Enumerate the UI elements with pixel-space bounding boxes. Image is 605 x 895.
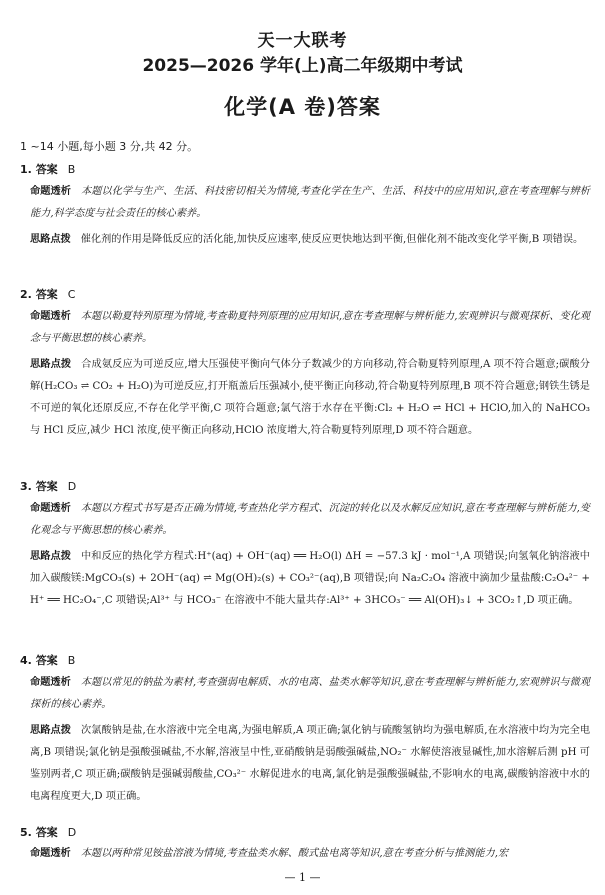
analysis-label: 命题透析 bbox=[30, 186, 72, 197]
answer-label: 答案 bbox=[35, 826, 58, 839]
exam-org-title: 天一大联考 bbox=[257, 31, 348, 51]
question-5-analysis bbox=[30, 843, 590, 865]
hint-label: 思路点拨 bbox=[30, 359, 72, 370]
answer-label: 答案 bbox=[35, 163, 58, 176]
question-2-analysis bbox=[30, 306, 590, 350]
question-1-hint bbox=[30, 229, 590, 251]
answer-value: D bbox=[67, 480, 77, 493]
question-3-analysis bbox=[30, 498, 590, 542]
question-2-answer bbox=[20, 286, 75, 302]
analysis-label: 命题透析 bbox=[30, 503, 71, 514]
hint-label: 思路点拨 bbox=[30, 234, 71, 245]
page-number: — 1 — bbox=[284, 871, 321, 884]
question-number: 3. bbox=[20, 480, 32, 493]
question-number: 1. bbox=[20, 163, 32, 176]
hint-text: 催化剂的作用是降低反应的活化能,加快反应速率,使反应更快地达到平衡,但催化剂不能改变化学平衡,B 项错误。 bbox=[80, 234, 584, 245]
analysis-text: 本题以常见的钠盐为素材,考查强弱电解质、水的电离、盐类水解等知识,意在考查理解与辨析能力,宏观辨识与微观探析的核心素养。 bbox=[30, 677, 590, 710]
hint-label: 思路点拨 bbox=[30, 725, 72, 736]
answer-value: C bbox=[67, 288, 76, 301]
answer-value: B bbox=[67, 654, 76, 667]
question-number: 4. bbox=[20, 654, 32, 667]
answer-value: D bbox=[67, 826, 77, 839]
answer-label: 答案 bbox=[35, 654, 58, 667]
analysis-text: 本题以两种常见铵盐溶液为情境,考查盐类水解、酸式盐电离等知识,意在考查分析与推测能力,宏 bbox=[80, 848, 509, 859]
question-2-hint bbox=[30, 354, 590, 442]
question-1-answer bbox=[20, 161, 75, 177]
analysis-label: 命题透析 bbox=[30, 311, 71, 322]
question-number: 5. bbox=[20, 826, 32, 839]
question-4-analysis bbox=[30, 672, 590, 716]
question-4-hint bbox=[30, 720, 590, 808]
hint-text: 次氯酸钠是盐,在水溶液中完全电离,为强电解质,A 项正确;氯化钠与硫酸氢钠均为强电解质,在水溶液中均为完全电离,B 项错误;氯化钠是强酸强碱盐,不水解,溶液呈中性,亚硝酸钠是弱酸强碱盐,NO₂⁻ 水解使溶液显碱性,加水溶解后测 pH 可鉴别两者,C 项正确;碳酸钠是强碱弱酸盐,CO₃²⁻ 水解促进水的电离,氯化钠是强酸强碱盐,不影响水的电离,碳酸钠溶液中水的电离程度更大,D 项正确。 bbox=[30, 725, 591, 802]
hint-text: 合成氨反应为可逆反应,增大压强使平衡向气体分子数减少的方向移动,符合勒夏特列原理,A 项不符合题意;碳酸分解(H₂CO₃ ⇌ CO₂ + H₂O)为可逆反应,打开瓶盖后压强减小,使平衡正向移动,符合勒夏特列原理,B 项不符合题意;钢铁生锈是不可逆的氧化还原反应,不存在化学平衡,C 项符合题意;氯气溶于水存在平衡:Cl₂ + H₂O ⇌ HCl + HClO,加入的 NaHCO₃ 与 HCl 反应,减少 HCl 浓度,使平衡正向移动,HClO 浓度增大,符合勒夏特列原理,D 项不符合题意。 bbox=[30, 359, 590, 436]
question-3-hint bbox=[30, 546, 590, 612]
analysis-text: 本题以方程式书写是否正确为情境,考查热化学方程式、沉淀的转化以及水解反应知识,意在考查理解与辨析能力,变化观念与平衡思想的核心素养。 bbox=[30, 503, 590, 536]
question-3-answer bbox=[20, 478, 76, 494]
answer-label: 答案 bbox=[35, 288, 58, 301]
hint-label: 思路点拨 bbox=[30, 551, 72, 562]
question-number: 2. bbox=[20, 288, 32, 301]
exam-name-title: 2025—2026 学年(上)高二年级期中考试 bbox=[142, 56, 463, 76]
hint-text: 中和反应的热化学方程式:H⁺(aq) + OH⁻(aq) ══ H₂O(l) ΔH = −57.3 kJ · mol⁻¹,A 项错误;向氢氧化钠溶液中加入碳酸镁:MgCO₃(s) + 2OH⁻(aq) ⇌ Mg(OH)₂(s) + CO₃²⁻(aq),B 项错误;向 Na₂C₂O₄ 溶液中滴加少量盐酸:C₂O₄²⁻ + H⁺ ══ HC₂O₄⁻,C 项错误;Al³⁺ 与 HCO₃⁻ 在溶液中不能大量共存:Al³⁺ + 3HCO₃⁻ ══ Al(OH)₃↓ + 3CO₂↑,D 项正确。 bbox=[30, 551, 590, 606]
question-5-answer bbox=[20, 824, 76, 840]
answer-label: 答案 bbox=[35, 480, 58, 493]
question-4-answer bbox=[20, 652, 75, 668]
answer-key-title: 化学(A 卷)答案 bbox=[224, 95, 381, 119]
question-1-analysis bbox=[30, 181, 590, 225]
analysis-text: 本题以化学与生产、生活、科技密切相关为情境,考查化学在生产、生活、科技中的应用知识,意在考查理解与辨析能力,科学态度与社会责任的核心素养。 bbox=[30, 186, 590, 219]
analysis-label: 命题透析 bbox=[30, 677, 71, 688]
analysis-text: 本题以勒夏特列原理为情境,考查勒夏特列原理的应用知识,意在考查理解与辨析能力,宏观辨识与微观探析、变化观念与平衡思想的核心素养。 bbox=[30, 311, 590, 344]
answer-value: B bbox=[67, 163, 76, 176]
scoring-intro: 1 ~14 小题,每小题 3 分,共 42 分。 bbox=[20, 140, 199, 153]
analysis-label: 命题透析 bbox=[30, 848, 71, 859]
